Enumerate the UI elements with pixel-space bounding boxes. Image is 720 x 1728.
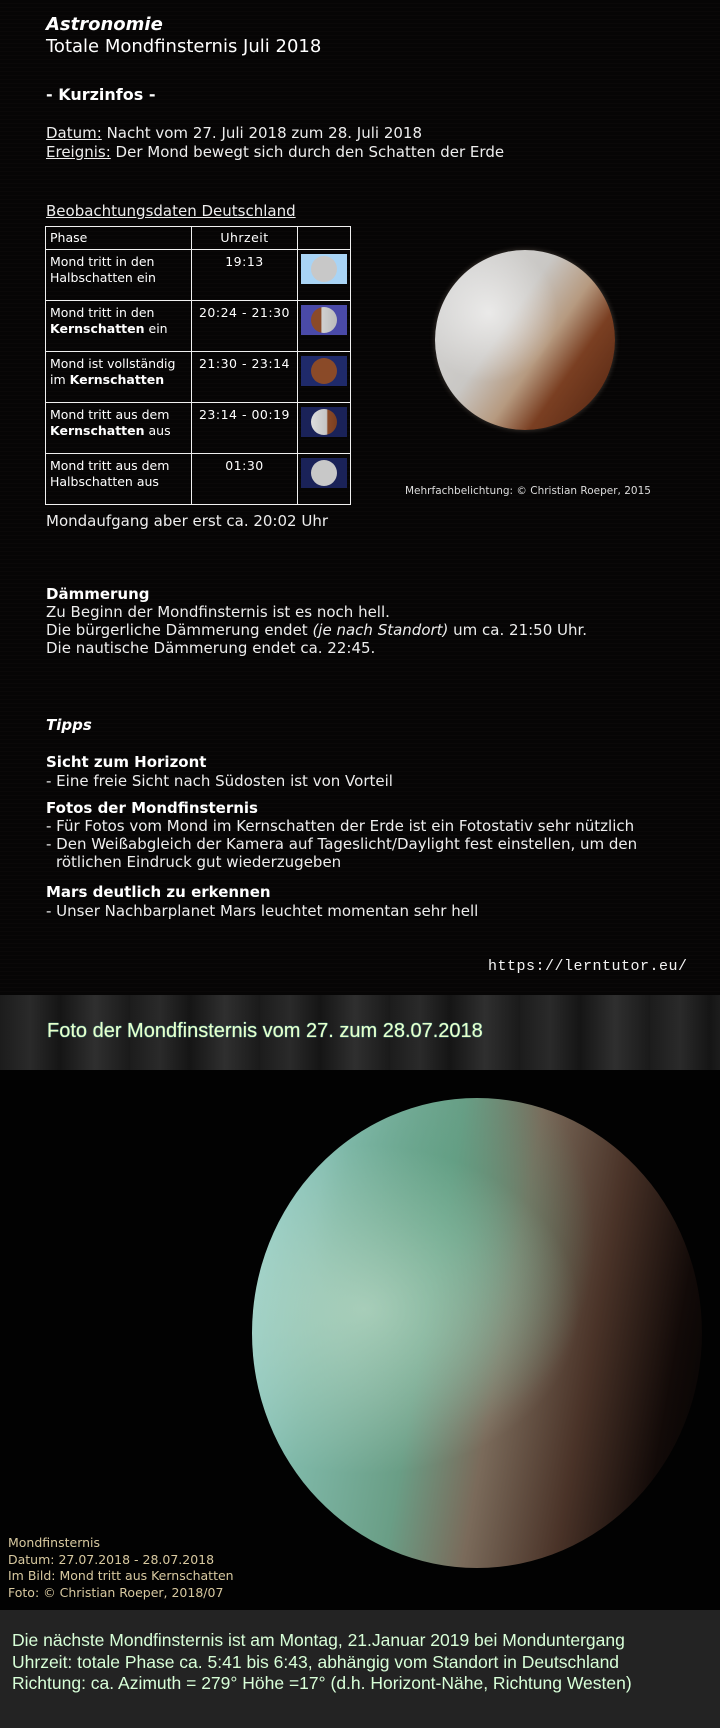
moon-phase-thumbnail — [301, 356, 347, 386]
footer-line: Uhrzeit: totale Phase ca. 5:41 bis 6:43, abhängig vom Standort in Deutschland — [12, 1651, 620, 1672]
text: Halbschatten aus — [50, 474, 159, 489]
phase-line — [50, 474, 187, 490]
moon-icon — [311, 358, 337, 384]
eclipse-multi-exposure-image — [435, 250, 615, 430]
tip-line: - Für Fotos vom Mond im Kernschatten der Erde ist ein Fotostativ sehr nützlich — [46, 817, 635, 835]
phase-line: Mond tritt aus dem — [50, 407, 170, 422]
time-cell: 23:14 - 00:19 — [192, 403, 298, 454]
caption-line: Datum: 27.07.2018 - 28.07.2018 — [8, 1551, 215, 1567]
footer-line: Richtung: ca. Azimuth = 279° Höhe =17° (d.h. Horizont-Nähe, Richtung Westen) — [12, 1673, 632, 1693]
text: ein — [144, 321, 168, 336]
bold-text: Kernschatten — [69, 372, 165, 387]
thumbnail-cell — [298, 403, 351, 454]
phase-line: Mond ist vollständig — [50, 356, 176, 371]
datum-label: Datum: — [46, 124, 102, 142]
phase-line: Mond tritt in den — [50, 254, 155, 269]
moon-icon — [311, 409, 337, 435]
thumbnail-cell — [298, 352, 351, 403]
image-caption: Mehrfachbelichtung: © Christian Roeper, 2015 — [405, 485, 651, 497]
tip-heading: Mars deutlich zu erkennen — [46, 883, 271, 901]
bold-text: Kernschatten — [50, 321, 145, 336]
daemmerung-text — [46, 603, 587, 657]
phase-line — [50, 372, 187, 388]
table-row — [46, 250, 351, 301]
header-image — [298, 227, 351, 250]
daemmerung-line — [46, 621, 587, 639]
next-eclipse-info — [12, 1630, 632, 1695]
phase-line — [50, 270, 187, 286]
time-cell: 19:13 — [192, 250, 298, 301]
phase-line — [50, 423, 187, 439]
caption-line: Foto: © Christian Roeper, 2018/07 — [8, 1584, 224, 1600]
tip-text — [46, 772, 393, 790]
moon-phase-thumbnail — [301, 458, 347, 488]
observation-table — [45, 226, 351, 505]
tip-text — [46, 817, 637, 871]
table-row — [46, 454, 351, 505]
moon-phase-thumbnail — [301, 407, 347, 437]
moon-icon — [311, 256, 337, 282]
tipps-heading: Tipps — [46, 716, 92, 734]
section-heading-kurzinfos: - Kurzinfos - — [46, 85, 156, 104]
text: um ca. 21:50 Uhr. — [448, 621, 588, 639]
header-phase: Phase — [46, 227, 192, 250]
moon-phase-thumbnail — [301, 254, 347, 284]
daemmerung-line: Die nautische Dämmerung endet ca. 22:45. — [46, 639, 376, 657]
thumbnail-cell — [298, 250, 351, 301]
info-datum — [46, 124, 422, 142]
text: Halbschatten ein — [50, 270, 156, 285]
time-cell: 21:30 - 23:14 — [192, 352, 298, 403]
caption-line: Mondfinsternis — [8, 1535, 101, 1550]
table-header-row — [46, 227, 351, 250]
table-row — [46, 352, 351, 403]
phase-cell — [46, 250, 192, 301]
moon-icon — [311, 460, 337, 486]
tip-heading: Fotos der Mondfinsternis — [46, 799, 258, 817]
ereignis-label: Ereignis: — [46, 143, 111, 161]
moon-phase-thumbnail — [301, 305, 347, 335]
tip-line: - Unser Nachbarplanet Mars leuchtet momentan sehr hell — [46, 902, 479, 920]
photo-caption — [8, 1535, 234, 1601]
header-uhrzeit: Uhrzeit — [192, 227, 298, 250]
tip-line: rötlichen Eindruck gut wiederzugeben — [56, 853, 342, 871]
moon-photo-image — [252, 1098, 702, 1568]
observation-title: Beobachtungsdaten Deutschland — [46, 202, 296, 220]
footer-line: Die nächste Mondfinsternis ist am Montag, 21.Januar 2019 bei Monduntergang — [12, 1630, 625, 1650]
phase-cell — [46, 301, 192, 352]
thumbnail-cell — [298, 301, 351, 352]
time-cell: 20:24 - 21:30 — [192, 301, 298, 352]
page-title: Totale Mondfinsternis Juli 2018 — [46, 36, 322, 57]
phase-cell — [46, 403, 192, 454]
table-row — [46, 301, 351, 352]
moon-icon — [311, 307, 337, 333]
text: im — [50, 372, 70, 387]
website-link[interactable]: https://lerntutor.eu/ — [488, 958, 688, 975]
daemmerung-line: Zu Beginn der Mondfinsternis ist es noch hell. — [46, 603, 390, 621]
thumbnail-cell — [298, 454, 351, 505]
moonrise-note: Mondaufgang aber erst ca. 20:02 Uhr — [46, 512, 328, 530]
info-ereignis — [46, 143, 504, 161]
bold-text: Kernschatten — [50, 423, 145, 438]
tip-line: - Eine freie Sicht nach Südosten ist von Vorteil — [46, 772, 393, 790]
phase-line: Mond tritt in den — [50, 305, 155, 320]
tip-text — [46, 902, 478, 920]
table-row — [46, 403, 351, 454]
daemmerung-heading: Dämmerung — [46, 585, 150, 603]
time-cell: 01:30 — [192, 454, 298, 505]
phase-cell — [46, 352, 192, 403]
kicker: Astronomie — [46, 14, 163, 35]
tip-line: - Den Weißabgleich der Kamera auf Tageslicht/Daylight fest einstellen, um den — [46, 835, 638, 853]
text: aus — [144, 423, 171, 438]
phase-line: Mond tritt aus dem — [50, 458, 170, 473]
italic-note: (je nach Standort) — [312, 621, 449, 639]
text: Die bürgerliche Dämmerung endet — [46, 621, 313, 639]
caption-line: Im Bild: Mond tritt aus Kernschatten — [8, 1568, 234, 1583]
tip-heading: Sicht zum Horizont — [46, 753, 207, 771]
banner-title: Foto der Mondfinsternis vom 27. zum 28.07.2018 — [47, 1020, 483, 1042]
phase-cell — [46, 454, 192, 505]
datum-value: Nacht vom 27. Juli 2018 zum 28. Juli 2018 — [101, 124, 423, 142]
phase-line — [50, 321, 187, 337]
ereignis-value: Der Mond bewegt sich durch den Schatten der Erde — [110, 143, 505, 161]
